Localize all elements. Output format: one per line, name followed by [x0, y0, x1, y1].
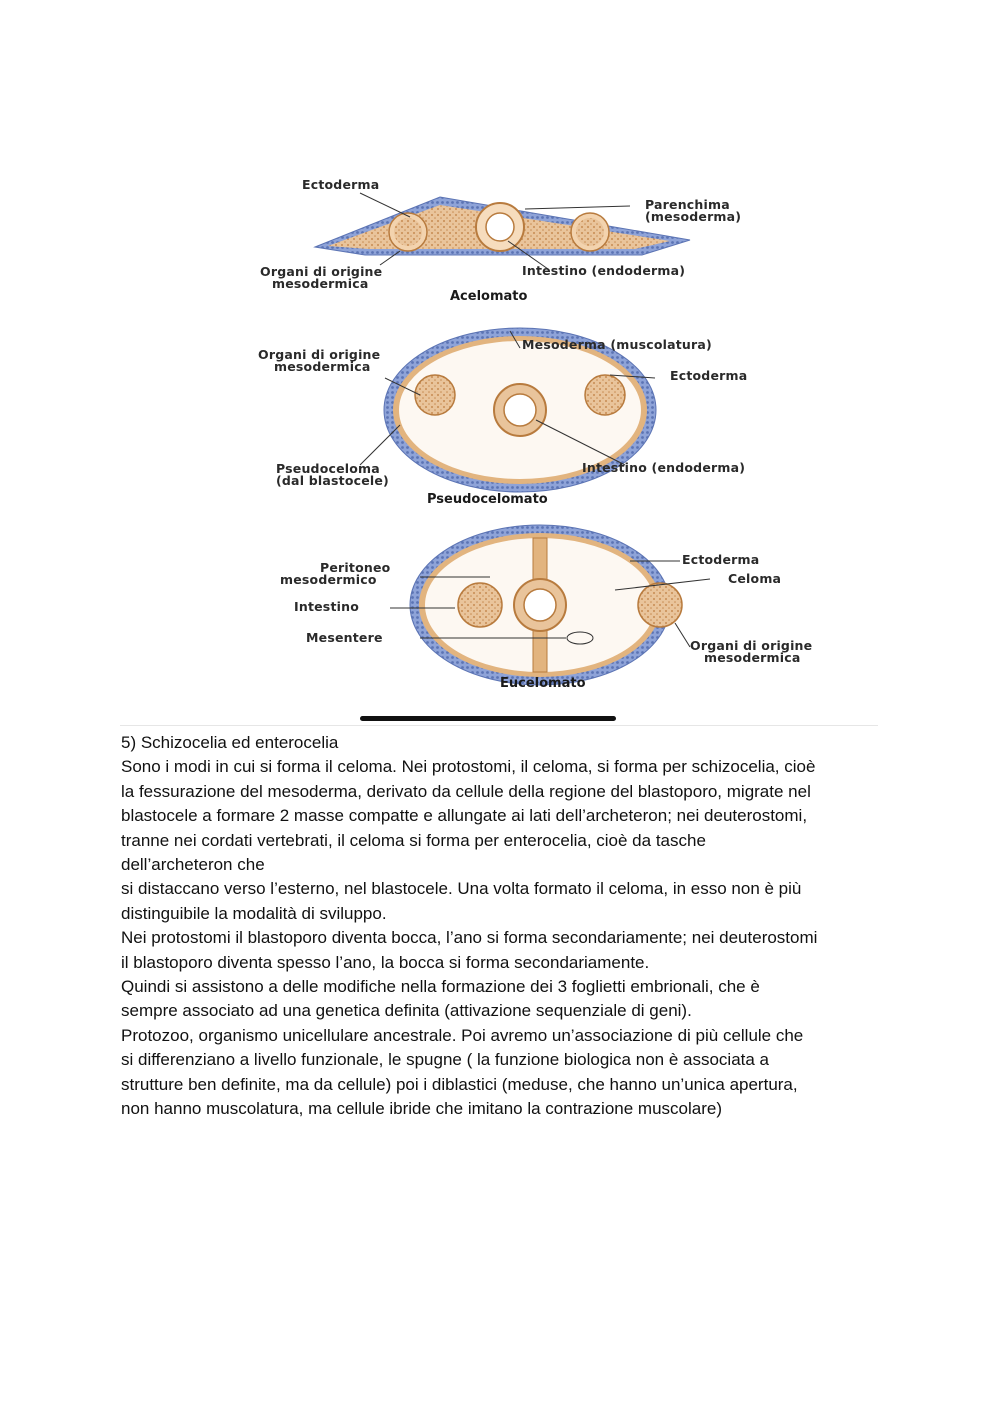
text-line: sempre associato ad una genetica definita (attivazione sequenziale di geni).	[121, 1001, 692, 1021]
text-line: non hanno muscolatura, ma cellule ibride che imitano la contrazione muscolare)	[121, 1099, 722, 1119]
title-eucelomato: Eucelomato	[500, 676, 586, 691]
acelomato-diagram	[260, 177, 741, 304]
text-line: distinguibile la modalità di sviluppo.	[121, 903, 387, 923]
divider-line	[120, 725, 878, 726]
organ-right-2	[585, 375, 625, 415]
eucelomato-diagram	[280, 525, 812, 691]
label-ectoderma-1: Ectoderma	[302, 177, 380, 192]
label-intestino-2: Intestino (endoderma)	[582, 460, 746, 475]
pseudocelomato-diagram	[258, 328, 747, 507]
label-peritoneo: Peritoneo	[320, 560, 391, 575]
text-line: blastocele a formare 2 masse compatte e allungate ai lati dell’archeteron; nei deuterostomi,	[121, 806, 808, 826]
label-parenchima: Parenchima	[645, 197, 730, 212]
title-pseudocelomato: Pseudocelomato	[427, 492, 548, 507]
label-organi-2: Organi di origine	[258, 347, 381, 362]
label-organi-1: Organi di origine	[260, 264, 383, 279]
text-line: la fessurazione del mesoderma, derivato da cellule della regione del blastoporo, migrate nel	[121, 781, 811, 801]
organ-right-3	[638, 583, 682, 627]
organ-left-2	[415, 375, 455, 415]
body-text	[121, 731, 891, 1122]
text-line: Nei protostomi il blastoporo diventa bocca, l’ano si forma secondariamente; nei deuterostomi	[121, 928, 818, 948]
label-organi-2-sub: mesodermica	[274, 359, 371, 374]
label-ectoderma-3: Ectoderma	[682, 552, 760, 567]
label-intestino-3: Intestino	[294, 599, 359, 614]
label-mesoderma: Mesoderma (muscolatura)	[522, 337, 712, 352]
text-line: dell’archeteron che	[121, 855, 265, 875]
text-line: il blastoporo diventa spesso l’ano, la bocca si forma secondariamente.	[121, 952, 650, 972]
text-line: tranne nei cordati vertebrati, il celoma si forma per enterocelia, cioè da tasche	[121, 830, 706, 850]
label-organi-3-sub: mesodermica	[704, 650, 801, 665]
label-pseudoceloma-sub: (dal blastocele)	[276, 473, 389, 488]
label-peritoneo-sub: mesodermico	[280, 572, 377, 587]
section-heading: 5) Schizocelia ed enterocelia	[121, 733, 339, 752]
label-mesentere: Mesentere	[306, 630, 383, 645]
scroll-handle-bar	[360, 716, 616, 721]
label-organi-1-sub: mesodermica	[272, 276, 369, 291]
text-line: Sono i modi in cui si forma il celoma. Nei protostomi, il celoma, si forma per schizocelia, cioè	[121, 757, 816, 777]
text-line: strutture ben definite, ma da cellule) poi i diblastici (meduse, che hanno un’unica apertura,	[121, 1074, 798, 1094]
title-acelomato: Acelomato	[450, 289, 528, 304]
embryo-body-plan-figure	[250, 165, 890, 705]
text-line: Protozoo, organismo unicellulare ancestrale. Poi avremo un’associazione di più cellule che	[121, 1025, 804, 1045]
text-line: si distaccano verso l’esterno, nel blastocele. Una volta formato il celoma, in esso non è più	[121, 879, 802, 899]
label-organi-3: Organi di origine	[690, 638, 813, 653]
label-parenchima-sub: (mesoderma)	[645, 209, 742, 224]
text-line: Quindi si assistono a delle modifiche nella formazione dei 3 foglietti embrionali, che è	[121, 977, 760, 997]
label-celoma: Celoma	[728, 571, 782, 586]
label-pseudoceloma: Pseudoceloma	[276, 461, 380, 476]
text-line: si differenziano a livello funzionale, le spugne ( la funzione biologica non è associata a	[121, 1050, 770, 1070]
label-ectoderma-2: Ectoderma	[670, 368, 748, 383]
label-intestino-1: Intestino (endoderma)	[522, 263, 686, 278]
organ-left-3	[458, 583, 502, 627]
